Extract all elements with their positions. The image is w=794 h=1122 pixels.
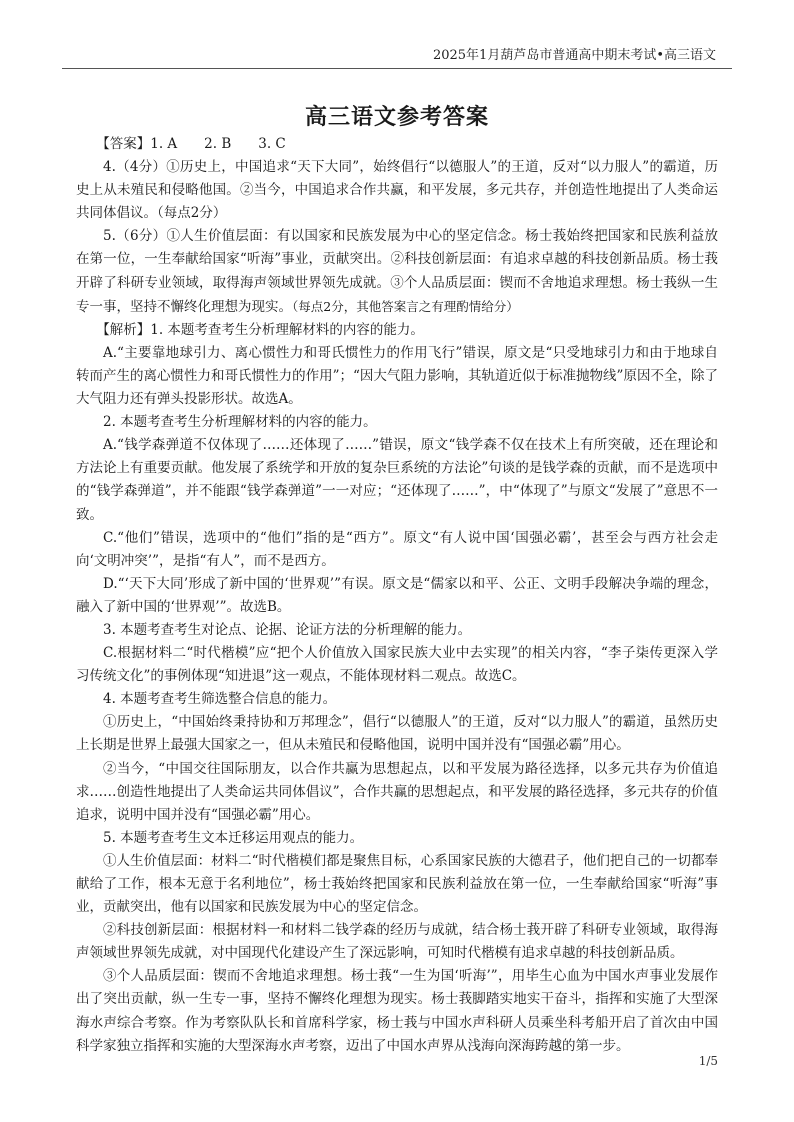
- analysis-paragraph: ②当今，“中国交往国际朋友，以合作共赢为思想起点，以和平发展为路径选择，以多元共存为价值追求……创造性地提出了人类命运共同体倡议”，合作共赢的思想起点，和平发展的路径选择，多元共存的价值追求，说明中国并没有“国强必霸”用心。: [76, 760, 718, 823]
- page-title: 高三语文参考答案: [304, 105, 489, 130]
- analysis-item-head: 2. 本题考查考生分析理解材料的内容的能力。: [103, 414, 377, 431]
- analysis-paragraph: ①历史上，“中国始终秉持协和万邦理念”，倡行“以德服人”的王道，反对“以力服人”的霸道，虽然历史上长期是世界上最强大国家之一，但从未殖民和侵略他国，说明中国并没有“国强必霸”用心。: [76, 714, 718, 754]
- answer-label: 【答案】: [96, 136, 151, 152]
- page-number: 1/5: [698, 1054, 718, 1068]
- analysis-item-head: 4. 本题考查考生筛选整合信息的能力。: [103, 691, 337, 708]
- page-header: 2025年1月葫芦岛市普通高中期末考试•高三语文: [432, 48, 716, 63]
- answer-content: [76, 133, 718, 1058]
- analysis-item-head: 5. 本题考查考生文本迁移运用观点的能力。: [103, 829, 364, 846]
- answer-line: [76, 133, 718, 156]
- question-5-main: 5.（6分）①人生价值层面：有以国家和民族发展为中心的坚定信念。杨士莪始终把国家和民族利益放在第一位，一生奉献给国家“听海”事业，贡献突出。②科技创新层面：有追求卓越的科技创新品质。杨士莪开辟了科研专业领域，取得海声领域世界领先成就。③个人品质层面：锲而不舍地追求理想。杨士莪纵一生专一事，坚持不懈终化理想为现实。: [76, 228, 718, 315]
- question-4-answer: 4.（4分）①历史上，中国追求“天下大同”，始终倡行“以德服人”的王道，反对“以力服人”的霸道，历史上从未殖民和侵略他国。②当今，中国追求合作共赢，和平发展，多元共存，并创造性地提出了人类命运共同体倡议。（每点2分）: [76, 159, 718, 222]
- analysis-label: 【解析】: [96, 321, 151, 338]
- analysis-paragraph: C.根据材料二“时代楷模”应“把个人价值放入国家民族大业中去实现”的相关内容，“李子柒传更深入学习传统文化”的事例体现“知进退”这一观点，不能体现材料二观点。故选C。: [76, 645, 718, 685]
- header-rule: [62, 68, 732, 69]
- analysis-heading: [76, 319, 718, 342]
- analysis-paragraph: ②科技创新层面：根据材料一和材料二钱学森的经历与成就，结合杨士莪开辟了科研专业领域，取得海声领域世界领先成就，对中国现代化建设产生了深远影响，可知时代楷模有追求卓越的科技创新品质。: [76, 922, 718, 962]
- analysis-item-head: 1. 本题考查考生分析理解材料的内容的能力。: [150, 321, 424, 338]
- analysis-item-head: 3. 本题考查考生对论点、论据、论证方法的分析理解的能力。: [103, 621, 472, 638]
- analysis-paragraph: D.“‘天下大同’形成了新中国的‘世界观’”有误。原文是“儒家以和平、公正、文明手段解决争端的理念，融入了新中国的‘世界观’”。故选B。: [76, 575, 718, 615]
- question-5-note: （每点2分，其他答案言之有理酌情给分）: [292, 298, 519, 314]
- analysis-paragraph: ①人生价值层面：材料二“时代楷模们都是聚焦目标，心系国家民族的大德君子，他们把自己的一切都奉献给了工作，根本无意于名利地位”，杨士莪始终把国家和民族利益放在第一位，一生奉献给国家“听海”事业，贡献突出，他有以国家和民族发展为中心的坚定信念。: [76, 852, 718, 916]
- analysis-paragraph: A.“主要靠地球引力、离心惯性力和哥氏惯性力的作用飞行”错误，原文是“只受地球引力和由于地球自转而产生的离心惯性力和哥氏惯性力的作用”；“因大气阻力影响，其轨道近似于标准抛物线”原因不全，除了大气阻力还有弹头投影形状。故选A。: [76, 344, 718, 408]
- analysis-paragraph: A.“钱学森弹道不仅体现了……还体现了……”错误，原文“钱学森不仅在技术上有所突破，还在理论和方法论上有重要贡献。他发展了系统学和开放的复杂巨系统的方法论”句谈的是钱学森的贡献，而不是选项中的“钱学森弹道”，并不能跟“钱学森弹道”一一对应；“还体现了……”，中“体现了”与原文“发展了”意思不一致。: [76, 437, 718, 523]
- analysis-paragraph: C.“他们”错误，选项中的“他们”指的是“西方”。原文“有人说中国‘国强必霸’，甚至会与西方社会走向‘文明冲突’”，是指“有人”，而不是西方。: [76, 529, 718, 569]
- question-5-answer: [76, 225, 718, 318]
- analysis-paragraph: ③个人品质层面：锲而不舍地追求理想。杨士莪“一生为国‘听海’”，用毕生心血为中国水声事业发展作出了突出贡献，纵一生专一事，坚持不懈终化理想为现实。杨士莪脚踏实地实干奋斗，指挥和实施了大型深海水声综合考察。作为考察队队长和首席科学家，杨士莪与中国水声科研人员乘坐科考船开启了首次由中国科学家独立指挥和实施的大型深海水声考察，迈出了中国水声界从浅海向深海跨越的第一步。: [76, 968, 718, 1054]
- answer-choices: 1. A 2. B 3. C: [150, 136, 286, 152]
